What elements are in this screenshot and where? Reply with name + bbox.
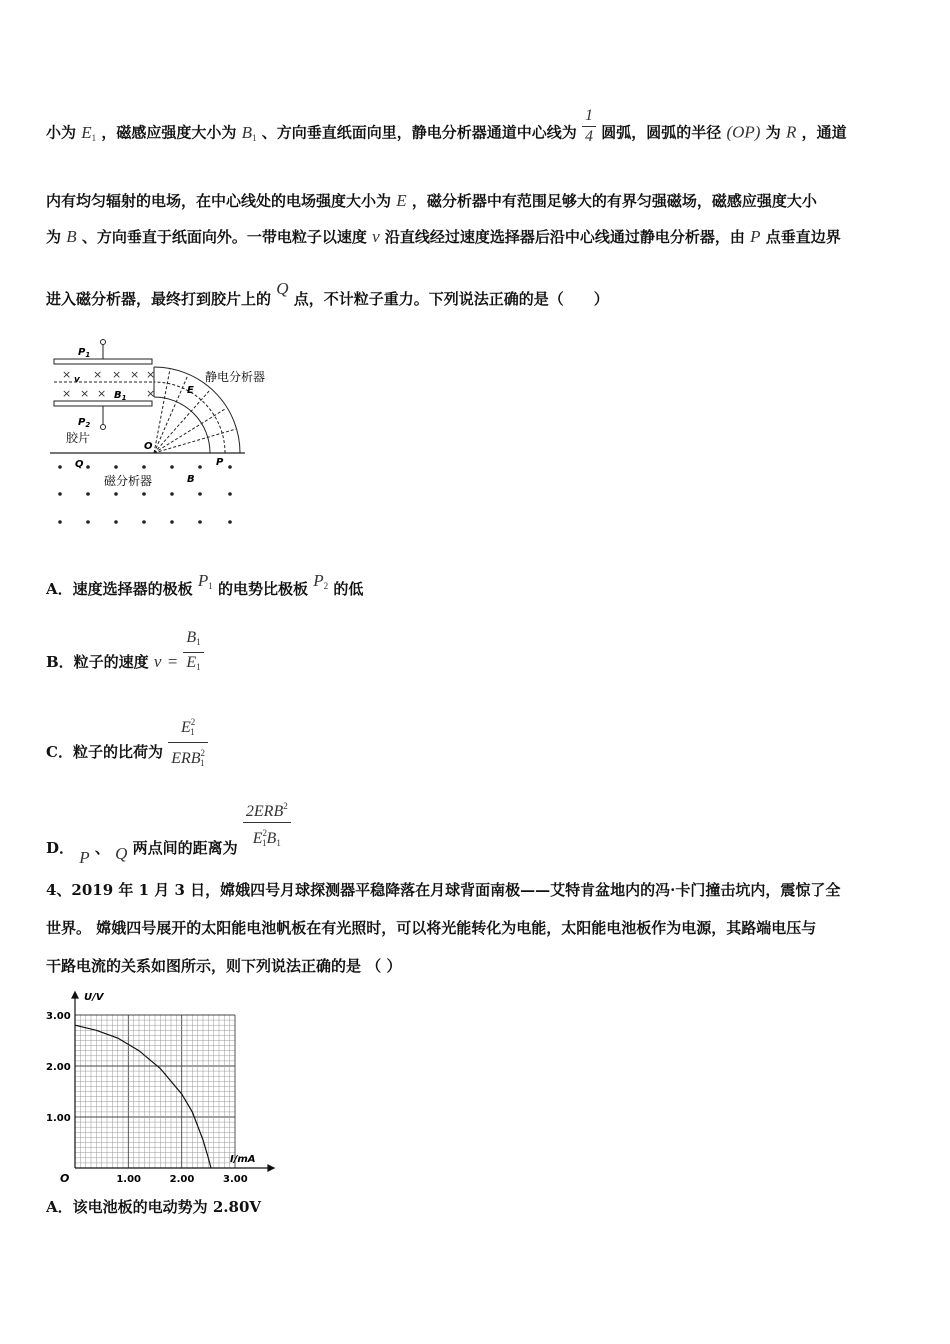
fraction-charge-mass-ratio: $\frac{E^2_1}{ERB^2_1}$ — [168, 712, 207, 773]
svg-text:×: × — [93, 368, 103, 381]
label-e: E — [187, 385, 194, 396]
label-v: v — [74, 375, 80, 385]
u-i-chart — [40, 988, 280, 1188]
label-magnetic-analyzer: 磁分析器 — [104, 474, 153, 488]
symbol-p2: $P_2$ — [313, 571, 329, 591]
q4-line-1: 4、2019 年 1 月 3 日，嫦娥四号月球探测器平稳降落在月球背面南极——艾特肯盆地内的冯·卡门撞击坑内，震惊了全 — [46, 881, 841, 899]
origin-label: O — [60, 1172, 70, 1185]
option-a[interactable]: A．速度选择器的极板 $P_1$ 的电势比极板 $P_2$ 的低 — [46, 571, 364, 598]
option-d[interactable]: D． P 、 Q 两点间的距离为 $\frac{2ERB^2}{E^2_1B_1}$ — [46, 796, 291, 853]
q4-line-2: 世界。 嫦娥四号展开的太阳能电池帆板在有光照时，可以将光能转化为电能，太阳能电池板作为电源，其路端电压与 — [46, 919, 817, 937]
q3-line-2: 内有均匀辐射的电场，在中心线处的电场强度大小为 E ，磁分析器中有范围足够大的有界匀强磁场，磁感应强度大小 — [46, 191, 817, 210]
symbol-v: v — [372, 227, 380, 246]
q3-line-3: 为 B 、方向垂直于纸面向外。一带电粒子以速度 v 沿直线经过速度选择器后沿中心线通过静电分析器，由 P 点垂直边界 — [46, 227, 841, 246]
fraction-pq-distance: $\frac{2ERB^2}{E^2_1B_1}$ — [243, 796, 291, 853]
svg-text:×: × — [130, 368, 140, 381]
svg-text:×: × — [80, 387, 90, 400]
label-o: O — [144, 441, 153, 452]
svg-text:×: × — [62, 387, 72, 400]
inner-arc — [154, 397, 210, 453]
x-tick-label: 3.00 — [223, 1174, 248, 1185]
label-electrostatic-analyzer: 静电分析器 — [205, 370, 266, 384]
fraction-quarter: $\frac{1}{4}$ — [582, 106, 596, 147]
y-tick-label: 2.00 — [46, 1062, 71, 1073]
x-tick-label: 1.00 — [116, 1174, 142, 1185]
symbol-Q: Q — [276, 279, 289, 298]
label-p2: $P_2$ — [78, 417, 91, 429]
symbol-R: R — [785, 122, 797, 142]
y-axis-label: U/V — [84, 992, 104, 1003]
y-tick-label: 1.00 — [46, 1113, 71, 1124]
label-p: P — [216, 457, 224, 468]
label-b: B — [187, 474, 195, 485]
symbol-p1: $P_1$ — [197, 571, 213, 591]
label-q: Q — [75, 459, 84, 470]
svg-text:×: × — [62, 368, 72, 381]
symbol-P: P — [750, 227, 761, 246]
symbol-B: B — [66, 227, 77, 246]
option-c[interactable]: C．粒子的比荷为 $\frac{E^2_1}{ERB^2_1}$ — [46, 712, 208, 773]
q3-line-1: 小为 $E_1$ ，磁感应强度大小为 $B_1$ 、方向垂直纸面向里，静电分析器通道中心线为 $\frac{1}{4}$ 圆弧，圆弧的半径 (OP) 为 R ，通道 — [46, 107, 847, 145]
x-tick-label: 2.00 — [169, 1174, 195, 1185]
q4-line-3: 干路电流的关系如图所示，则下列说法正确的是 （ ） — [46, 957, 402, 975]
plate-p2 — [54, 401, 152, 406]
svg-text:×: × — [112, 368, 122, 381]
svg-text:×: × — [146, 387, 156, 400]
svg-text:×: × — [97, 387, 107, 400]
y-tick-label: 3.00 — [46, 1011, 71, 1022]
x-axis-label: I/mA — [230, 1154, 256, 1165]
fraction-b1-over-e1: $\frac{B_1}{E_1}$ — [183, 628, 203, 677]
symbol-E: E — [396, 191, 407, 210]
plate-p1 — [54, 359, 152, 364]
label-b1: $B_1$ — [114, 390, 127, 402]
label-p1: $P_1$ — [78, 347, 91, 359]
q4-option-a[interactable]: A．该电池板的电动势为 2.80V — [46, 1198, 262, 1216]
svg-text:×: × — [146, 368, 156, 381]
symbol-B1: $B_1$ — [241, 122, 257, 143]
mass-spectrometer-figure — [40, 335, 300, 535]
option-b[interactable]: B．粒子的速度 v = $\frac{B_1}{E_1}$ — [46, 628, 204, 677]
q3-line-4: 进入磁分析器，最终打到胶片上的 Q 点，不计粒子重力。下列说法正确的是（ ） — [46, 279, 609, 308]
symbol-E1: $E_1$ — [81, 122, 97, 143]
symbol-OP: (OP) — [726, 122, 761, 142]
label-film: 胶片 — [66, 431, 91, 445]
